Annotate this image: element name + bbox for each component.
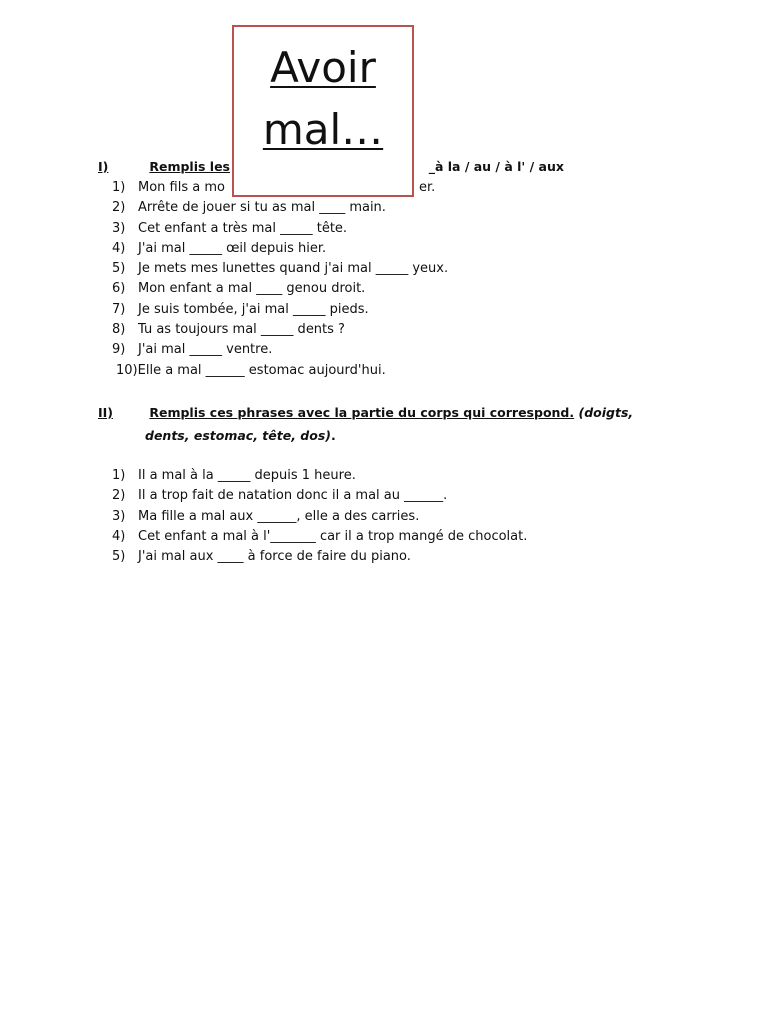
list-item — [112, 219, 448, 239]
item-text: Il a trop fait de natation donc il a mal au ______. — [138, 488, 448, 504]
section-2-number: II) — [98, 405, 114, 420]
item-number: 5) — [112, 549, 126, 565]
item-text: Cet enfant a très mal _____ tête. — [138, 220, 348, 236]
list-item — [112, 320, 448, 340]
item-number: 9) — [112, 342, 126, 358]
section-1-instruction-left: Remplis les — [149, 159, 230, 174]
item-text: Arrête de jouer si tu as mal ____ main. — [138, 200, 386, 216]
list-item — [112, 527, 527, 547]
list-item — [112, 239, 448, 259]
item-number: 1) — [112, 180, 126, 195]
item-text: Je mets mes lunettes quand j'ai mal _____ yeux. — [138, 261, 449, 277]
list-item — [112, 361, 448, 381]
item-text: Je suis tombée, j'ai mal _____ pieds. — [138, 301, 369, 317]
list-item — [112, 466, 527, 486]
item-number: 2) — [112, 200, 126, 216]
section-2-hint-line-1: (doigts, — [578, 405, 634, 420]
section-2-instruction: Remplis ces phrases avec la partie du corps qui correspond. — [149, 405, 575, 420]
item-number: 7) — [112, 301, 126, 317]
list-item — [112, 507, 527, 527]
section-2-heading — [98, 405, 633, 420]
section-1-list — [112, 178, 448, 381]
item-number: 3) — [112, 220, 126, 236]
section-2-hint-end: . — [331, 428, 336, 443]
section-2-hint-line-2: dents, estomac, tête, dos) — [145, 428, 331, 443]
item-number: 4) — [112, 240, 126, 256]
list-item — [112, 198, 448, 218]
section-2-list — [112, 466, 527, 567]
item-text: J'ai mal _____ ventre. — [138, 342, 273, 358]
item-text: Elle a mal ______ estomac aujourd'hui. — [137, 362, 386, 378]
item-text: Mon enfant a mal ____ genou droit. — [138, 281, 366, 297]
item-number: 10) — [116, 362, 138, 378]
list-item — [112, 340, 448, 360]
list-item — [112, 259, 448, 279]
section-1-instruction-right: _à la / au / à l' / aux — [428, 159, 564, 174]
item-text: Ma fille a mal aux ______, elle a des carries. — [138, 508, 420, 524]
section-1-number: I) — [98, 159, 109, 174]
item-text: Mon fils a mo — [138, 180, 225, 195]
title-line-1: Avoir — [270, 43, 376, 92]
list-item — [112, 547, 527, 567]
title-box — [232, 25, 414, 197]
list-item — [112, 279, 448, 299]
item-text: J'ai mal aux ____ à force de faire du piano. — [138, 549, 411, 565]
section-2-heading-continued — [145, 428, 336, 443]
item-text: J'ai mal _____ œil depuis hier. — [138, 240, 327, 256]
item-number: 8) — [112, 322, 126, 338]
item-number: 6) — [112, 281, 126, 297]
item-text-suffix: er. — [418, 180, 436, 195]
list-item — [112, 300, 448, 320]
title-line-2: mal… — [262, 105, 384, 154]
item-text: Il a mal à la _____ depuis 1 heure. — [138, 468, 356, 483]
list-item — [112, 486, 527, 506]
item-number: 1) — [112, 468, 126, 483]
item-number: 4) — [112, 528, 126, 544]
item-number: 3) — [112, 508, 126, 524]
item-text: Cet enfant a mal à l'_______ car il a trop mangé de chocolat. — [138, 528, 528, 544]
item-text: Tu as toujours mal _____ dents ? — [138, 322, 345, 338]
item-number: 5) — [112, 261, 126, 277]
item-number: 2) — [112, 488, 126, 504]
